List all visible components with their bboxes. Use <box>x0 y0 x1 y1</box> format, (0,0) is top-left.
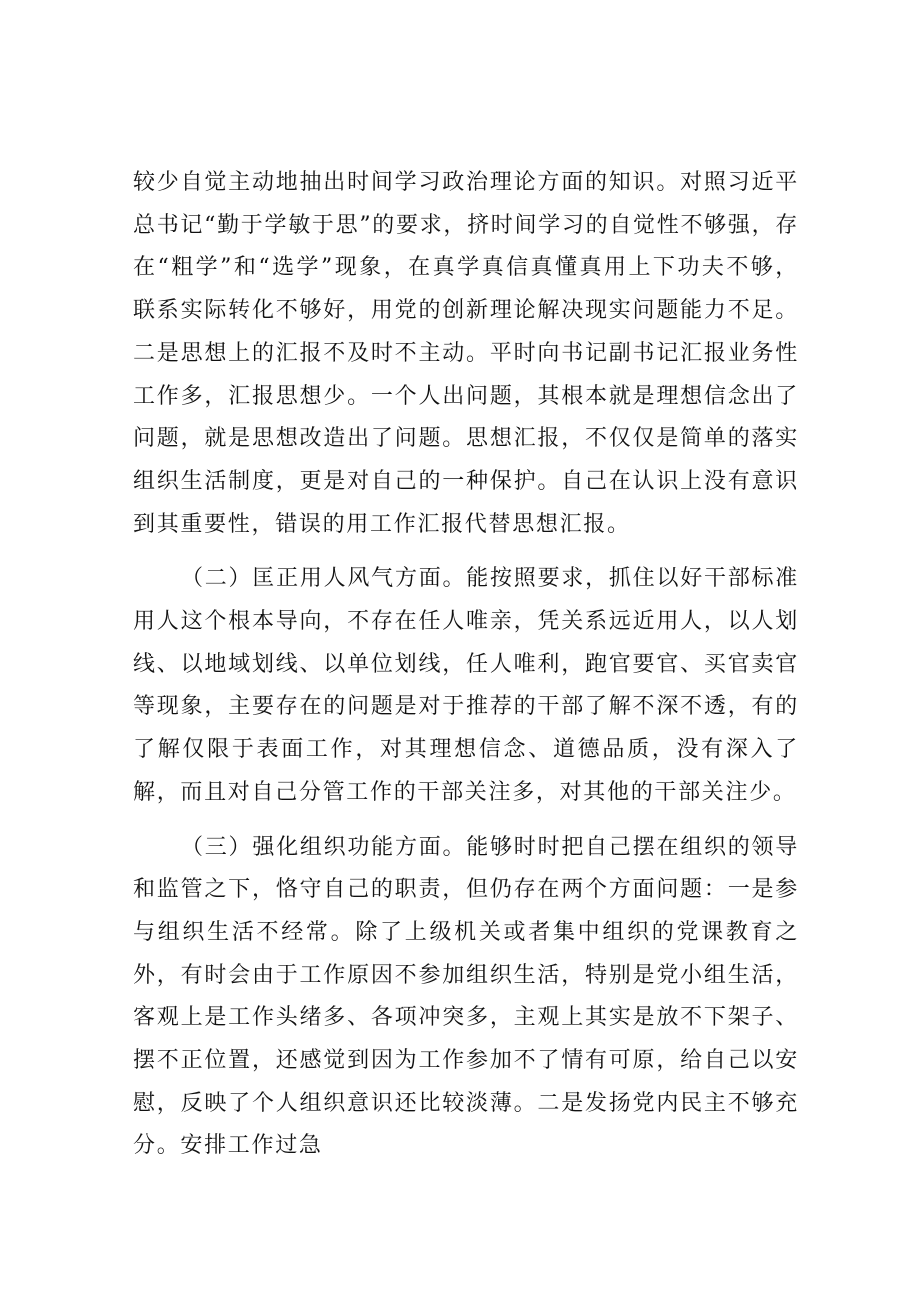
paragraph-continued: 较少自觉主动地抽出时间学习政治理论方面的知识。对照习近平总书记“勤于学敏于思”的要求，挤时间学习的自觉性不够强，存在“粗学”和“选学”现象，在真学真信真懂真用上下功夫不够，联系实际转化不够好，用党的创新理论解决现实问题能力不足。二是思想上的汇报不及时不主动。平时向书记副书记汇报业务性工作多，汇报思想少。一个人出问题，其根本就是理想信念出了问题，就是思想改造出了问题。思想汇报，不仅仅是简单的落实组织生活制度，更是对自己的一种保护。自己在认识上没有意识到其重要性，错误的用工作汇报代替思想汇报。 <box>133 170 799 537</box>
paragraph-section-three: （三）强化组织功能方面。能够时时把自己摆在组织的领导和监管之下，恪守自己的职责，但仍存在两个方面问题：一是参与组织生活不经常。除了上级机关或者集中组织的党课教育之外，有时会由于工作原因不参加组织生活，特别是党小组生活，客观上是工作头绪多、各项冲突多，主观上其实是放不下架子、摆不正位置，还感觉到因为工作参加不了情有可原，给自己以安慰，反映了个人组织意识还比较淡薄。二是发扬党内民主不够充分。安排工作过急 <box>133 834 799 1159</box>
paragraph-section-two: （二）匡正用人风气方面。能按照要求，抓住以好干部标准用人这个根本导向，不存在任人唯亲，凭关系远近用人，以人划线、以地域划线、以单位划线，任人唯利，跑官要官、买官卖官等现象，主要存在的问题是对于推荐的干部了解不深不透，有的了解仅限于表面工作，对其理想信念、道德品质，没有深入了解，而且对自己分管工作的干部关注多，对其他的干部关注少。 <box>133 566 799 805</box>
document-body <box>133 162 799 1168</box>
